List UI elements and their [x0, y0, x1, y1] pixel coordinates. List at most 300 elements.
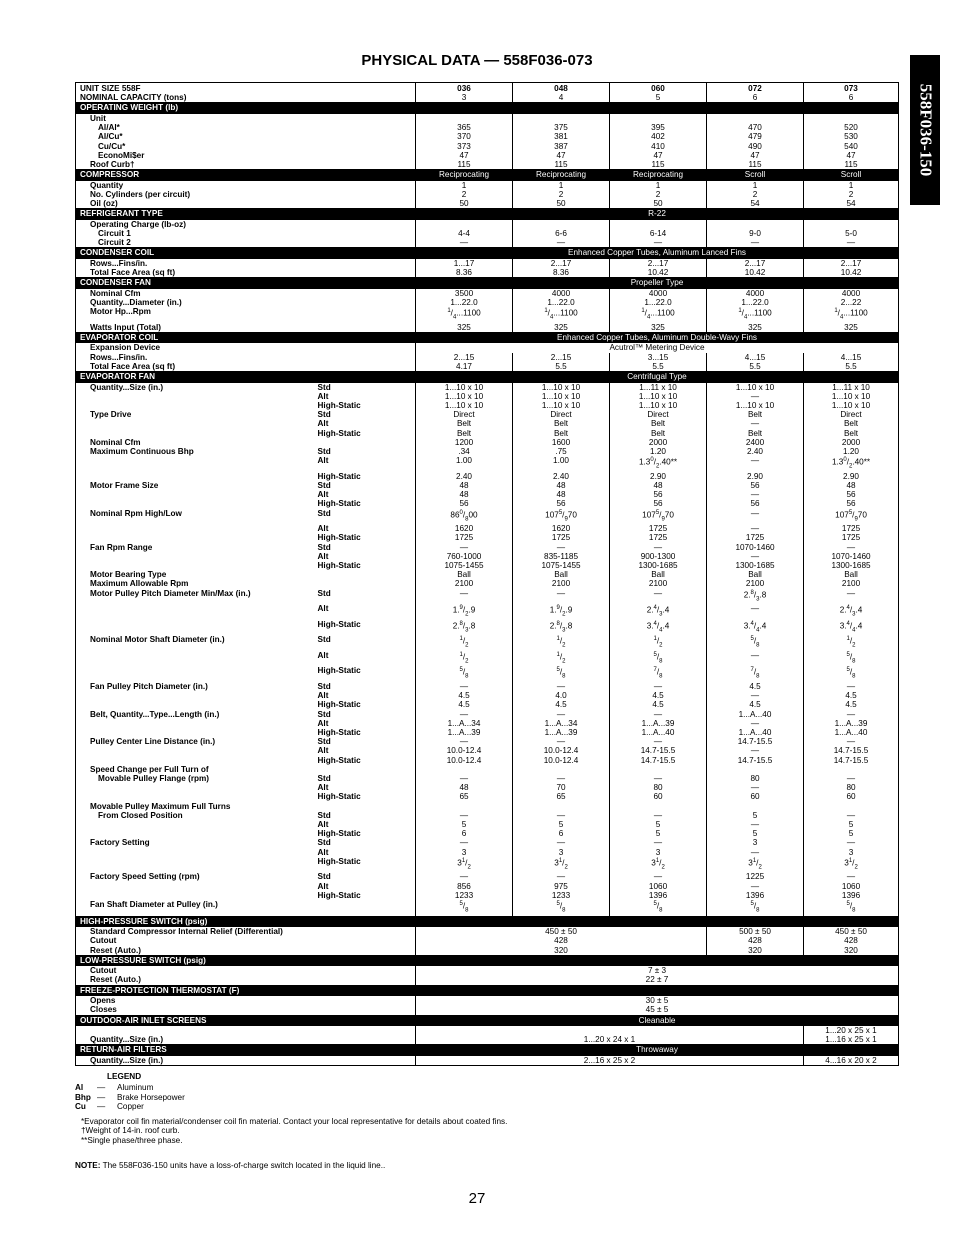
table-cell: Belt: [416, 429, 513, 438]
section-header: [76, 278, 899, 289]
table-cell: —: [707, 783, 804, 792]
table-cell: 1...A...39: [804, 719, 899, 728]
table-cell: —: [610, 543, 707, 552]
table-row: [76, 259, 899, 268]
table-cell: —: [804, 737, 899, 746]
table-cell: 6: [416, 829, 513, 838]
table-row: [76, 481, 899, 490]
table-cell: 1...17: [416, 259, 513, 268]
table-row: [76, 765, 899, 774]
table-cell: $^5/_8$: [513, 666, 610, 682]
table-cell: —: [707, 392, 804, 401]
table-cell: $3.^4/_4.4$: [707, 620, 804, 636]
table-cell: 48: [610, 481, 707, 490]
table-cell: 1396: [707, 891, 804, 900]
table-cell: [76, 604, 318, 620]
table-cell: [318, 160, 416, 170]
table-cell: [76, 561, 318, 570]
table-cell: 2: [707, 190, 804, 199]
table-row: [76, 838, 899, 847]
table-cell: 5: [804, 829, 899, 838]
table-cell: —: [804, 710, 899, 719]
table-cell: 115: [804, 160, 899, 170]
table-row: [76, 811, 899, 820]
table-cell: High-Static: [317, 890, 361, 900]
table-cell: 856: [416, 882, 513, 891]
table-cell: [318, 190, 416, 199]
table-cell: 30 ± 5: [416, 996, 899, 1005]
table-row: [76, 604, 899, 620]
table-cell: 4.0: [513, 691, 610, 700]
table-cell: 56: [610, 490, 707, 499]
table-cell: —: [610, 838, 707, 847]
table-cell: 1070-1460: [804, 552, 899, 561]
table-row: [76, 570, 899, 579]
table-cell: [76, 1026, 318, 1035]
table-cell: 56: [707, 499, 804, 508]
table-cell: 48: [416, 490, 513, 499]
table-cell: 2000: [804, 438, 899, 447]
table-row: [76, 820, 899, 829]
table-cell: $2.^8/_3.8$: [707, 589, 804, 605]
table-cell: 1200: [416, 438, 513, 447]
table-cell: [76, 792, 318, 801]
table-cell: 1...A...40: [707, 710, 804, 719]
table-cell: 115: [610, 160, 707, 170]
table-cell: —: [707, 419, 804, 428]
table-cell: 1...10 x 10: [707, 401, 804, 410]
table-cell: —: [707, 490, 804, 499]
table-cell: [76, 882, 318, 891]
table-cell: [318, 1056, 416, 1066]
table-cell: Std: [317, 774, 331, 784]
table-cell: 1...10 x 10: [804, 401, 899, 410]
table-cell: Pulley Center Line Distance (in.): [76, 737, 318, 746]
table-cell: 073: [804, 83, 899, 94]
table-cell: 4.5: [804, 700, 899, 709]
table-cell: 325: [707, 323, 804, 333]
table-cell: Oil (oz): [76, 199, 318, 209]
table-cell: [318, 123, 416, 132]
table-cell: $3.^4/_4.4$: [804, 620, 899, 636]
page-title: PHYSICAL DATA — 558F036-073: [361, 52, 593, 69]
table-cell: [318, 142, 416, 151]
side-tab-label: 558F036-150: [916, 83, 936, 177]
table-cell: $^1/_4...1100$: [610, 307, 707, 323]
table-cell: 048: [513, 83, 610, 94]
table-cell: [76, 829, 318, 838]
table-row: [76, 419, 899, 428]
table-cell: Circuit 1: [76, 229, 318, 238]
table-cell: Nominal Rpm High/Low: [76, 509, 318, 525]
table-cell: Cu/Cu*: [76, 142, 318, 151]
table-cell: [416, 985, 899, 996]
table-cell: Fan Pulley Pitch Diameter (in.): [76, 682, 318, 691]
table-cell: 56: [416, 499, 513, 508]
table-cell: 10.0-12.4: [513, 746, 610, 755]
table-row: [76, 268, 899, 278]
table-cell: Closes: [76, 1005, 318, 1015]
table-cell: LOW-PRESSURE SWITCH (psig): [76, 955, 416, 966]
table-row: [76, 946, 899, 956]
table-row: [76, 238, 899, 248]
table-cell: [707, 114, 804, 123]
section-header: [76, 103, 899, 114]
table-cell: —: [416, 589, 513, 605]
table-cell: [513, 114, 610, 123]
table-cell: Factory Speed Setting (rpm): [76, 872, 318, 881]
table-cell: [318, 1035, 416, 1045]
table-cell: $^1/_2$: [416, 635, 513, 651]
table-cell: 4...15: [707, 353, 804, 362]
table-cell: [76, 719, 318, 728]
table-cell: 8.36: [513, 268, 610, 278]
table-cell: $1.3^0/_2.40**$: [610, 456, 707, 472]
table-cell: 5: [513, 820, 610, 829]
table-cell: 1...16 x 25 x 1: [804, 1035, 899, 1045]
table-row: [76, 996, 899, 1005]
table-cell: [513, 220, 610, 229]
table-cell: 115: [707, 160, 804, 170]
table-cell: 7 ± 3: [416, 966, 899, 975]
table-cell: From Closed Position: [76, 811, 318, 820]
table-cell: 1600: [513, 438, 610, 447]
table-cell: 10.0-12.4: [513, 756, 610, 765]
table-row: [76, 829, 899, 838]
table-cell: 80: [804, 783, 899, 792]
table-cell: Direct: [416, 410, 513, 419]
table-cell: [610, 114, 707, 123]
table-cell: —: [804, 872, 899, 881]
table-cell: 4000: [804, 289, 899, 298]
section-header: [76, 372, 899, 383]
table-cell: Al/Al*: [76, 123, 318, 132]
table-cell: 2: [804, 190, 899, 199]
table-row: [76, 289, 899, 298]
table-cell: 47: [804, 151, 899, 160]
table-cell: 1396: [610, 891, 707, 900]
table-cell: 14.7-15.5: [804, 746, 899, 755]
table-row: [76, 353, 899, 362]
table-cell: 3...15: [610, 353, 707, 362]
table-row: [76, 774, 899, 783]
table-row: [76, 472, 899, 481]
table-cell: 56: [513, 499, 610, 508]
table-cell: 4.5: [707, 700, 804, 709]
table-header-row: [76, 83, 899, 94]
table-cell: [707, 765, 804, 774]
table-cell: 835-1185: [513, 552, 610, 561]
table-cell: $2.^4/_3.4$: [804, 604, 899, 620]
table-cell: Std: [317, 709, 331, 719]
table-cell: 2...17: [610, 259, 707, 268]
table-cell: Alt: [317, 746, 329, 756]
table-cell: Motor Hp...Rpm: [76, 307, 318, 323]
table-cell: 50: [416, 199, 513, 209]
table-cell: RETURN-AIR FILTERS: [76, 1045, 416, 1056]
table-cell: $107^5/_970$: [610, 509, 707, 525]
table-row: [76, 132, 899, 141]
section-header: [76, 955, 899, 966]
table-cell: .75: [513, 447, 610, 456]
table-cell: $86^0/_800$: [416, 509, 513, 525]
table-cell: [318, 220, 416, 229]
table-cell: Belt: [513, 419, 610, 428]
table-cell: 2.40: [416, 472, 513, 481]
table-cell: EVAPORATOR FAN: [76, 372, 416, 383]
table-cell: [318, 289, 416, 298]
table-cell: 975: [513, 882, 610, 891]
table-cell: [610, 802, 707, 811]
table-cell: [318, 362, 416, 372]
table-row: [76, 561, 899, 570]
table-cell: [416, 916, 899, 927]
table-cell: Belt: [513, 429, 610, 438]
table-cell: 450 ± 50: [804, 927, 899, 936]
table-cell: 4: [513, 93, 610, 103]
table-cell: Centrifugal Type: [416, 372, 899, 383]
table-cell: 325: [416, 323, 513, 333]
table-cell: [76, 499, 318, 508]
table-cell: 1...10 x 10: [610, 392, 707, 401]
table-row: [76, 719, 899, 728]
table-cell: Cutout: [76, 936, 318, 945]
table-cell: $3^1/_2$: [416, 857, 513, 873]
table-cell: 1...10 x 10: [416, 392, 513, 401]
table-cell: Reset (Auto.): [76, 975, 318, 985]
table-cell: 4.5: [610, 700, 707, 709]
table-cell: Total Face Area (sq ft): [76, 362, 318, 372]
table-cell: 5.5: [804, 362, 899, 372]
table-cell: —: [804, 682, 899, 691]
table-cell: [416, 802, 513, 811]
table-cell: 2400: [707, 438, 804, 447]
table-cell: 1225: [707, 872, 804, 881]
table-cell: 14.7-15.5: [707, 737, 804, 746]
table-cell: FREEZE-PROTECTION THERMOSTAT (F): [76, 985, 416, 996]
table-cell: —: [804, 589, 899, 605]
table-cell: Fan Rpm Range: [76, 543, 318, 552]
table-cell: 1.00: [513, 456, 610, 472]
table-cell: —: [707, 552, 804, 561]
table-cell: 48: [513, 481, 610, 490]
table-cell: $^5/_8$: [610, 900, 707, 916]
table-cell: [318, 353, 416, 362]
table-cell: 1...10 x 10: [513, 401, 610, 410]
table-cell: 47: [416, 151, 513, 160]
table-cell: Alt: [317, 419, 329, 429]
table-cell: [76, 472, 318, 481]
table-cell: —: [610, 774, 707, 783]
table-cell: $^5/_8$: [707, 635, 804, 651]
table-cell: $1.^9/_2.9$: [416, 604, 513, 620]
table-cell: 1...20 x 25 x 1: [804, 1026, 899, 1035]
table-cell: 900-1300: [610, 552, 707, 561]
table-cell: 5: [804, 820, 899, 829]
table-cell: 320: [707, 946, 804, 956]
table-cell: [318, 132, 416, 141]
table-cell: Maximum Continuous Bhp: [76, 447, 318, 456]
table-cell: 47: [707, 151, 804, 160]
table-cell: 6: [513, 829, 610, 838]
table-cell: 2.90: [610, 472, 707, 481]
table-cell: $^1/_2$: [513, 651, 610, 667]
table-cell: 1: [804, 181, 899, 190]
table-cell: Total Face Area (sq ft): [76, 268, 318, 278]
table-cell: [76, 651, 318, 667]
table-cell: 381: [513, 132, 610, 141]
table-cell: High-Static: [317, 792, 361, 802]
table-cell: [804, 765, 899, 774]
table-cell: 60: [707, 792, 804, 801]
table-cell: 22 ± 7: [416, 975, 899, 985]
table-cell: 402: [610, 132, 707, 141]
table-cell: Roof Curb†: [76, 160, 318, 170]
table-cell: $^7/_8$: [610, 666, 707, 682]
table-cell: 2.90: [707, 472, 804, 481]
table-cell: [318, 900, 416, 916]
table-row: [76, 160, 899, 170]
section-header: [76, 170, 899, 181]
table-cell: High-Static: [317, 533, 361, 543]
table-cell: Nominal Cfm: [76, 289, 318, 298]
table-cell: 2...15: [416, 353, 513, 362]
table-cell: 036: [416, 83, 513, 94]
table-cell: 60: [804, 792, 899, 801]
table-cell: 6: [707, 93, 804, 103]
table-row: [76, 882, 899, 891]
table-cell: $^5/_8$: [804, 651, 899, 667]
table-cell: Std: [317, 838, 331, 848]
table-cell: 4.5: [610, 691, 707, 700]
table-cell: 4...15: [804, 353, 899, 362]
table-cell: High-Static: [317, 428, 361, 438]
table-cell: 50: [610, 199, 707, 209]
table-cell: [318, 229, 416, 238]
table-cell: 4.5: [513, 700, 610, 709]
table-cell: —: [610, 811, 707, 820]
table-cell: $3.^4/_4.4$: [610, 620, 707, 636]
table-cell: [76, 783, 318, 792]
table-row: [76, 666, 899, 682]
table-cell: [318, 151, 416, 160]
table-cell: Std: [317, 737, 331, 747]
table-cell: [318, 438, 416, 447]
table-cell: 65: [416, 792, 513, 801]
table-cell: 1300-1685: [804, 561, 899, 570]
table-cell: 3: [416, 93, 513, 103]
table-row: [76, 927, 899, 936]
table-cell: 375: [513, 123, 610, 132]
table-cell: 48: [416, 783, 513, 792]
table-cell: —: [804, 543, 899, 552]
table-cell: REFRIGERANT TYPE: [76, 209, 416, 220]
table-row: [76, 900, 899, 916]
table-cell: Alt: [317, 391, 329, 401]
table-cell: —: [610, 238, 707, 248]
legend-item: [75, 1083, 185, 1092]
section-header: [76, 248, 899, 259]
table-cell: [513, 802, 610, 811]
table-cell: Quantity...Diameter (in.): [76, 298, 318, 307]
table-cell: High-Static: [317, 829, 361, 839]
table-cell: 2: [416, 190, 513, 199]
table-cell: Belt, Quantity...Type...Length (in.): [76, 710, 318, 719]
table-cell: 2...17: [804, 259, 899, 268]
table-cell: 1...10 x 10: [610, 401, 707, 410]
table-cell: [76, 857, 318, 873]
table-cell: 1075-1455: [513, 561, 610, 570]
table-cell: —: [513, 838, 610, 847]
table-cell: 70: [513, 783, 610, 792]
table-cell: Std: [317, 542, 331, 552]
table-cell: Factory Setting: [76, 838, 318, 847]
table-cell: $3^1/_2$: [610, 857, 707, 873]
table-cell: —: [416, 682, 513, 691]
table-cell: $^5/_8$: [804, 900, 899, 916]
table-cell: —: [416, 238, 513, 248]
table-row: [76, 589, 899, 605]
table-cell: [804, 114, 899, 123]
table-cell: 428: [416, 936, 707, 945]
table-cell: 3: [707, 838, 804, 847]
table-cell: Quantity...Size (in.): [76, 383, 318, 392]
table-row: [76, 728, 899, 737]
table-cell: 80: [707, 774, 804, 783]
table-cell: 3: [610, 848, 707, 857]
table-row: [76, 1005, 899, 1015]
table-cell: Al/Cu*: [76, 132, 318, 141]
table-cell: 1: [513, 181, 610, 190]
table-cell: Nominal Cfm: [76, 438, 318, 447]
table-cell: 1...22.0: [513, 298, 610, 307]
table-cell: 5.5: [610, 362, 707, 372]
table-cell: 2100: [804, 579, 899, 588]
table-cell: 470: [707, 123, 804, 132]
table-cell: 1396: [804, 891, 899, 900]
table-cell: 3: [804, 848, 899, 857]
table-cell: [76, 401, 318, 410]
table-cell: —: [707, 509, 804, 525]
section-header: [76, 1045, 899, 1056]
table-cell: 2...15: [513, 353, 610, 362]
table-cell: [318, 936, 416, 945]
table-cell: 1075-1455: [416, 561, 513, 570]
table-cell: [318, 268, 416, 278]
table-cell: 1300-1685: [707, 561, 804, 570]
table-row: [76, 392, 899, 401]
section-header: [76, 985, 899, 996]
table-row: [76, 362, 899, 372]
table-cell: R-22: [416, 209, 899, 220]
table-cell: [318, 114, 416, 123]
table-cell: 56: [804, 499, 899, 508]
table-cell: High-Static: [317, 471, 361, 481]
table-cell: [318, 765, 416, 774]
table-cell: 1...10 x 10: [513, 392, 610, 401]
table-cell: 56: [610, 499, 707, 508]
section-header: [76, 916, 899, 927]
legend-item: [75, 1093, 185, 1102]
table-cell: Fan Shaft Diameter at Pulley (in.): [76, 900, 318, 916]
table-cell: 760-1000: [416, 552, 513, 561]
table-cell: 5: [610, 820, 707, 829]
table-cell: 80: [610, 783, 707, 792]
table-cell: 1.00: [416, 456, 513, 472]
table-cell: $2.^4/_3.4$: [610, 604, 707, 620]
table-cell: 1233: [513, 891, 610, 900]
table-cell: [707, 220, 804, 229]
